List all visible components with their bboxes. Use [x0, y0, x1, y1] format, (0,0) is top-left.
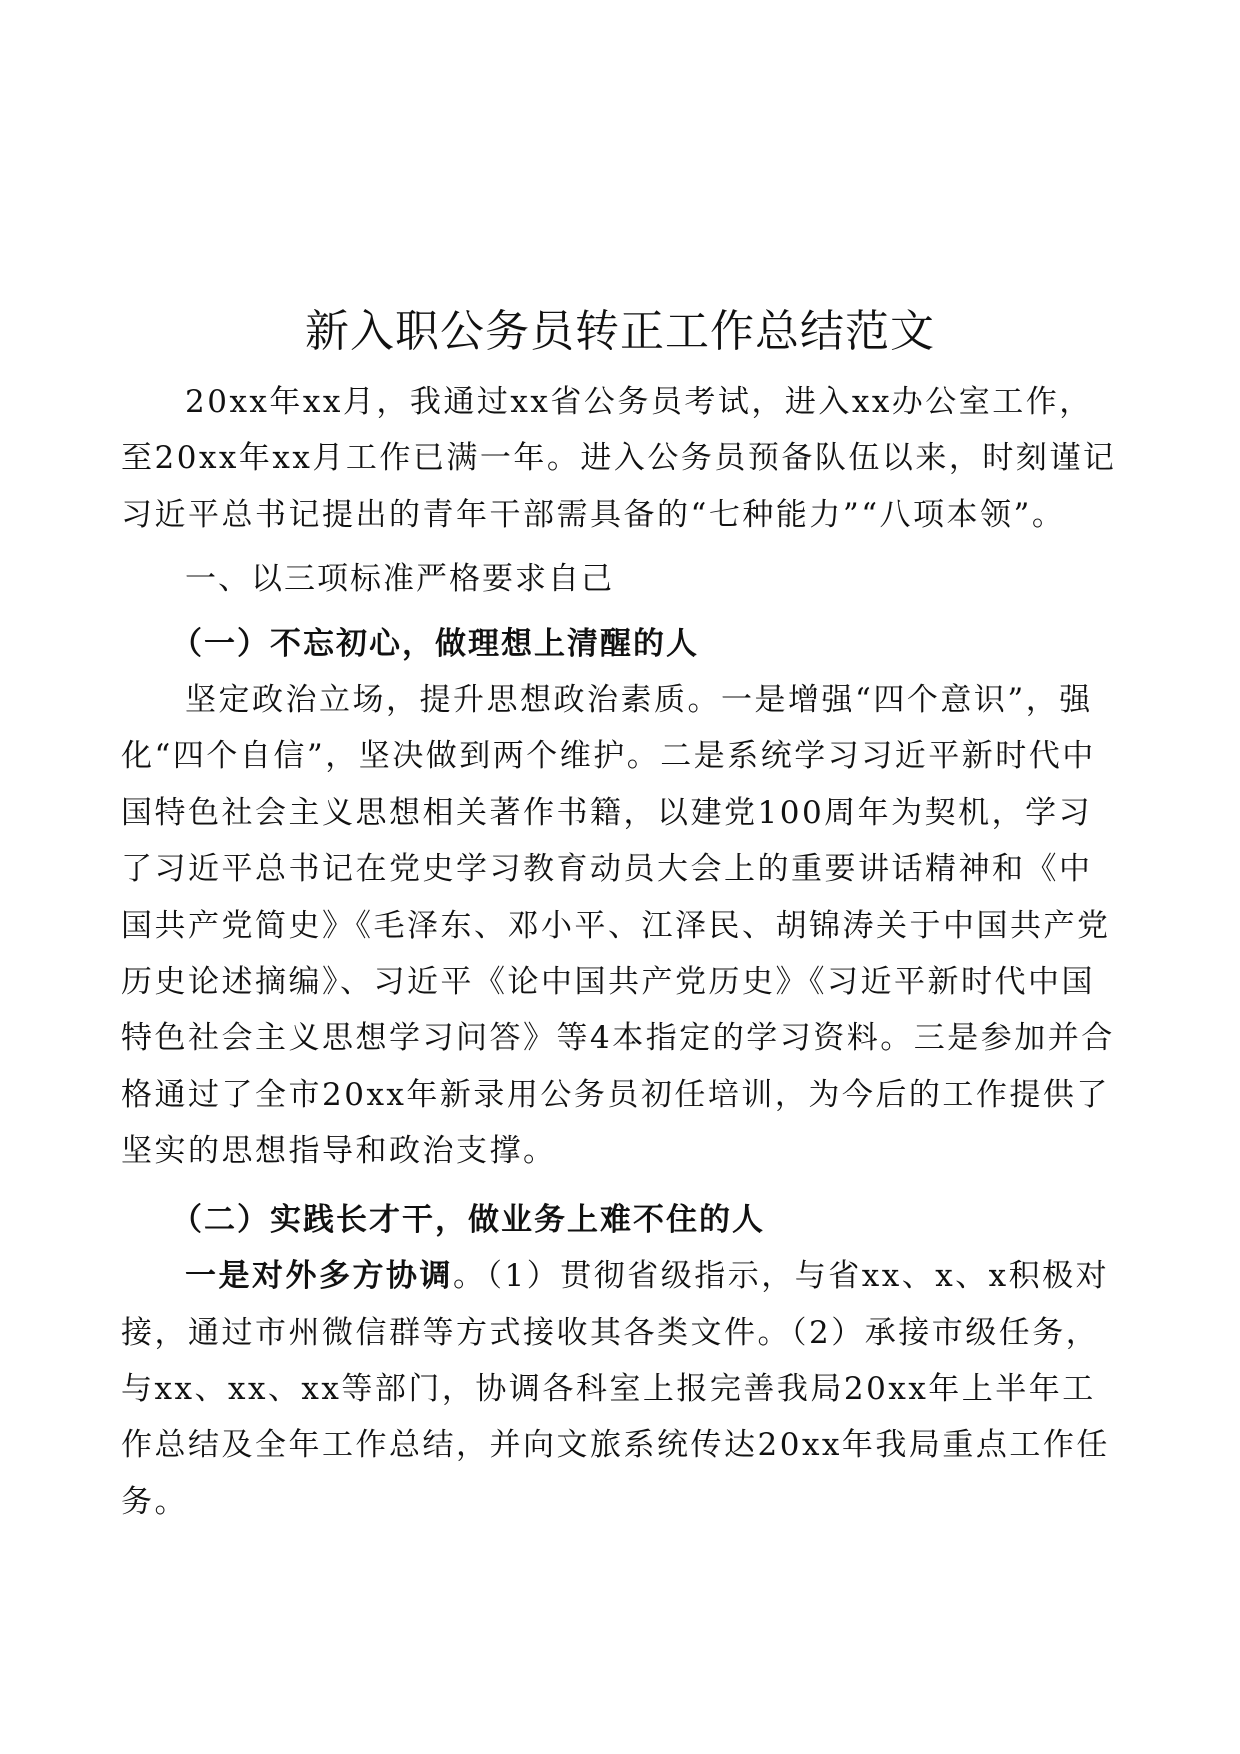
document-body [121, 374, 1121, 1530]
subsection-heading-2-text: （二）实践长才干，做业务上难不住的人 [171, 1201, 765, 1238]
subsection-2-lead: 一是对外多方协调 [185, 1258, 453, 1295]
subsection-1-paragraph: 坚定政治立场，提升思想政治素质。一是增强“四个意识”，强化“四个自信”，坚决做到两个维护。二是系统学习习近平新时代中国特色社会主义思想相关著作书籍，以建党100周年为契机，学习了习近平总书记在党史学习教育动员大会上的重要讲话精神和《中国共产党简史》《毛泽东、邓小平、江泽民、胡锦涛关于中国共产党历史论述摘编》、习近平《论中国共产党历史》《习近平新时代中国特色社会主义思想学习问答》等4本指定的学习资料。三是参加并合格通过了全市20xx年新录用公务员初任培训，为今后的工作提供了坚实的思想指导和政治支撑。 [121, 682, 1115, 1170]
subsection-heading-1-text: （一）不忘初心，做理想上清醒的人 [171, 625, 699, 662]
document-title: 新入职公务员转正工作总结范文 [305, 306, 935, 357]
subsection-2-paragraph [121, 1248, 1121, 1530]
intro-paragraph: 20xx年xx月，我通过xx省公务员考试，进入xx办公室工作，至20xx年xx月工作已满一年。进入公务员预备队伍以来，时刻谨记习近平总书记提出的青年干部需具备的“七种能力”“八项本领”。 [121, 384, 1117, 533]
subsection-heading-1 [121, 616, 1121, 672]
subsection-2-text: 。（1）贯彻省级指示，与省xx、x、x积极对接，通过市州微信群等方式接收其各类文件。（2）承接市级任务，与xx、xx、xx等部门，协调各科室上报完善我局20xx年上半年工作总结及全年工作总结，并向文旅系统传达20xx年我局重点工作任务。 [121, 1258, 1110, 1520]
subsection-heading-2 [121, 1192, 1121, 1248]
section-heading-1: 一、以三项标准严格要求自己 [185, 561, 614, 598]
